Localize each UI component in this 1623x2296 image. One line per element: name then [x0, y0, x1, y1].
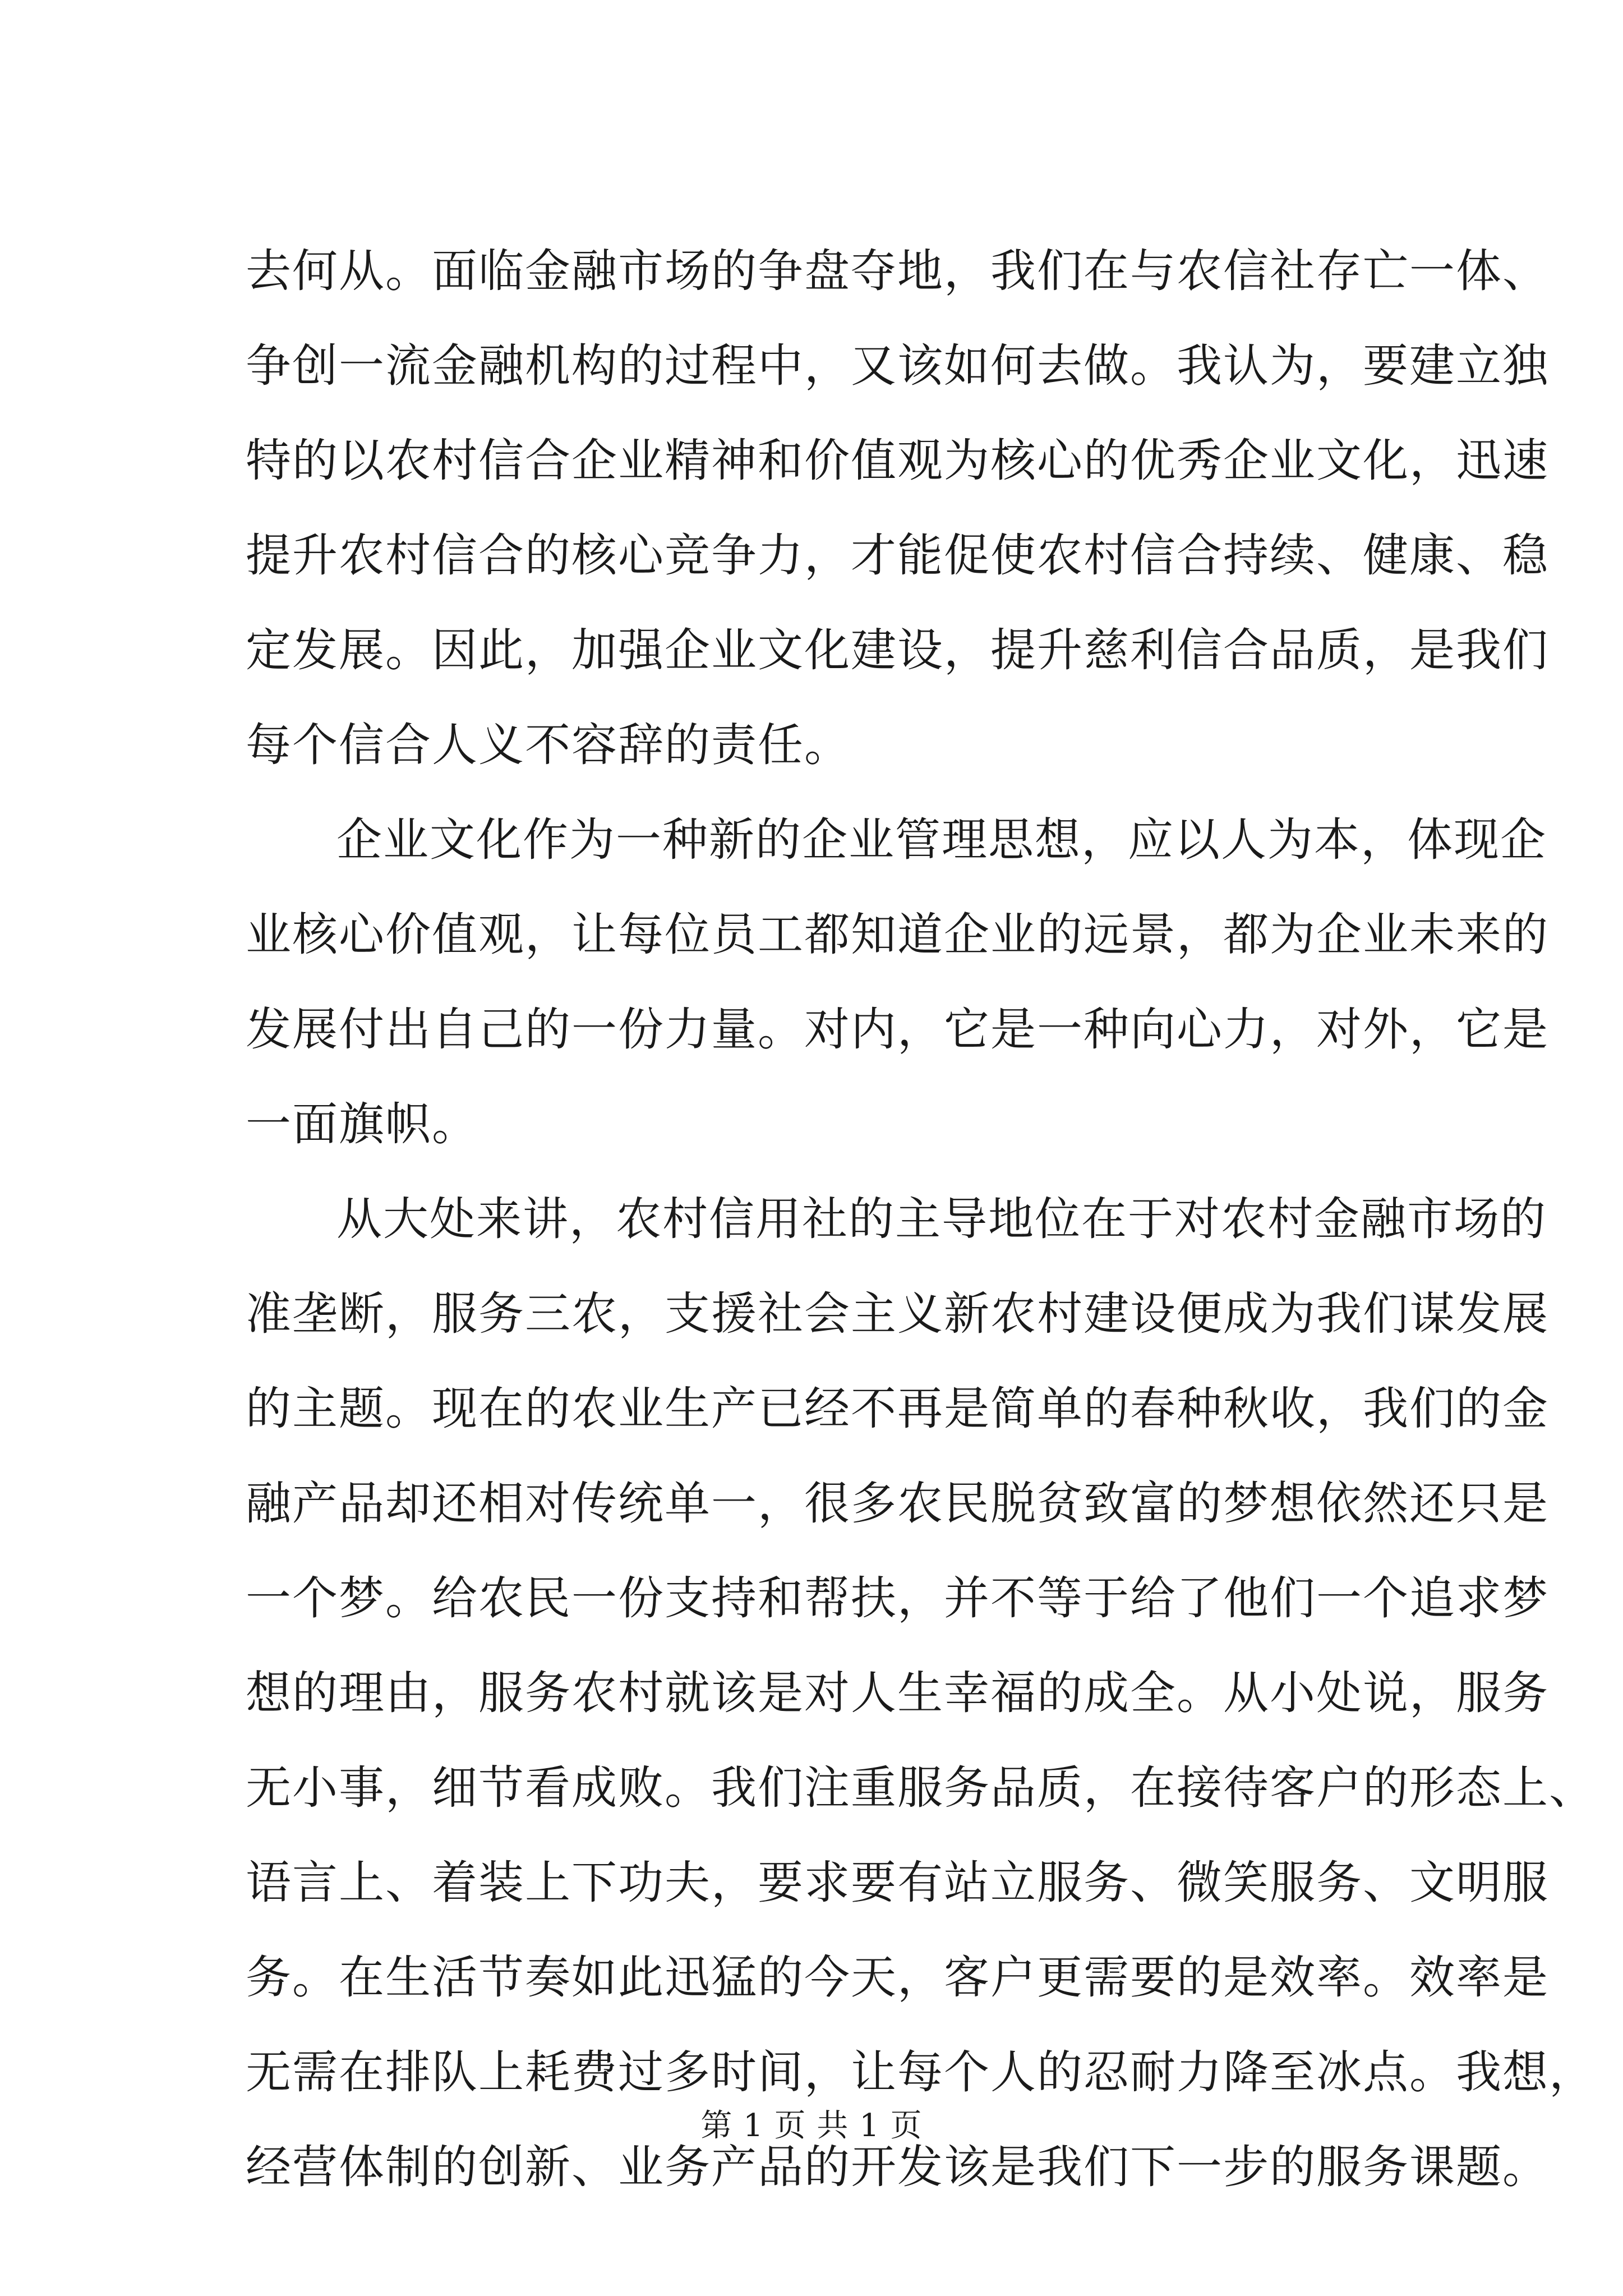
text-line: 业核心价值观，让每位员工都知道企业的远景，都为企业未来的: [246, 909, 1550, 961]
text-line: 融产品却还相对传统单一，很多农民脱贫致富的梦想依然还只是: [246, 1478, 1550, 1530]
text-line: 的主题。现在的农业生产已经不再是简单的春种秋收，我们的金: [246, 1383, 1550, 1435]
text-line: 无需在排队上耗费过多时间，让每个人的忍耐力降至冰点。我想，: [246, 2046, 1596, 2099]
paragraph: [246, 1172, 1596, 2215]
text-line: 语言上、着装上下功夫，要求要有站立服务、微笑服务、文明服: [246, 1857, 1550, 1910]
text-line: 提升农村信合的核心竞争力，才能促使农村信合持续、健康、稳: [246, 530, 1550, 582]
text-line: 一面旗帜。: [246, 1098, 479, 1151]
text-line: 定发展。因此，加强企业文化建设，提升慈利信合品质，是我们: [246, 624, 1550, 677]
text-line: 经营体制的创新、业务产品的开发该是我们下一步的服务课题。: [246, 2141, 1550, 2194]
text-line: 无小事，细节看成败。我们注重服务品质，在接待客户的形态上、: [246, 1762, 1596, 1815]
text-line: 想的理由，服务农村就该是对人生幸福的成全。从小处说，服务: [246, 1667, 1550, 1720]
text-line: 从大处来讲，农村信用社的主导地位在于对农村金融市场的: [336, 1193, 1547, 1246]
text-line: 特的以农村信合企业精神和价值观为核心的优秀企业文化，迅速: [246, 435, 1550, 487]
page-footer: 第 1 页 共 1 页: [700, 2108, 923, 2144]
text-line: 务。在生活节奏如此迅猛的今天，客户更需要的是效率。效率是: [246, 1952, 1550, 2004]
text-line: 每个信合人义不容辞的责任。: [246, 719, 851, 772]
text-line: 去何从。面临金融市场的争盘夺地，我们在与农信社存亡一体、: [246, 245, 1550, 298]
text-line: 争创一流金融机构的过程中，又该如何去做。我认为，要建立独: [246, 340, 1550, 393]
paragraph: [246, 793, 1550, 1172]
text-line: 一个梦。给农民一份支持和帮扶，并不等于给了他们一个追求梦: [246, 1572, 1550, 1625]
text-line: 企业文化作为一种新的企业管理思想，应以人为本，体现企: [336, 814, 1547, 867]
paragraph: [246, 224, 1550, 793]
text-line: 发展付出自己的一份力量。对内，它是一种向心力，对外，它是: [246, 1004, 1550, 1056]
document-body: [246, 224, 1596, 2215]
text-line: 准垄断，服务三农，支援社会主义新农村建设便成为我们谋发展: [246, 1288, 1550, 1341]
